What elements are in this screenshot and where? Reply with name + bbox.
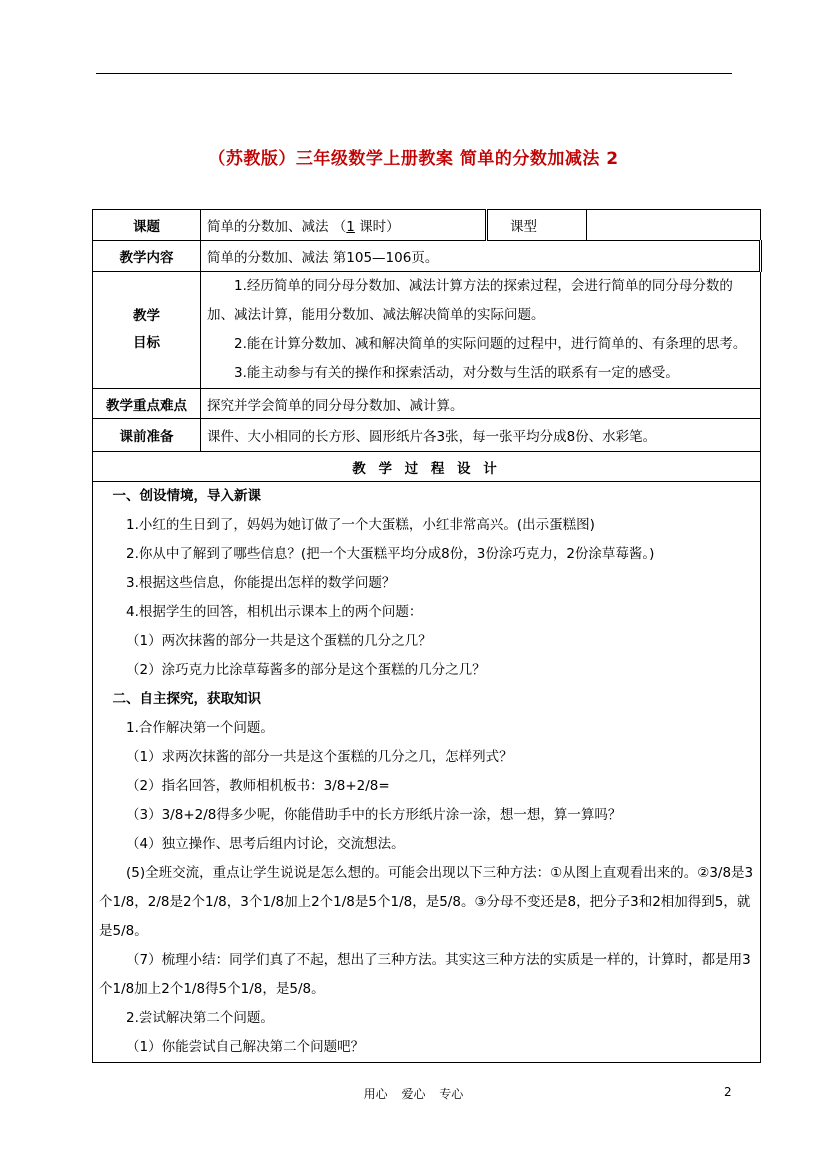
prep-row [93, 419, 761, 452]
keypoints-row [93, 389, 761, 419]
lesson-plan-table [92, 209, 762, 1063]
topic-value-prefix: 简单的分数加、减法 （ [207, 219, 347, 235]
process-header-row [93, 452, 761, 482]
paragraph: （1）你能尝试自己解决第二个问题吧？ [126, 1039, 365, 1055]
topic-row [93, 210, 761, 241]
topic-hours: 1 [346, 219, 355, 235]
paragraph: 2.尝试解决第二个问题。 [126, 1010, 274, 1026]
process-row [93, 482, 761, 1063]
paragraph: （2）涂巧克力比涂草莓酱多的部分是这个蛋糕的几分之几？ [126, 662, 486, 678]
goal-item: 1.经历简单的同分母分数加、减法计算方法的探索过程，会进行简单的同分母分数的加、减法计算，能用分数加、减法解决简单的实际问题。 [207, 278, 733, 323]
paragraph: (5)全班交流，重点让学生说说是怎么想的。可能会出现以下三种方法：①从图上直观看出来的。②3/8是3个1/8，2/8是2个1/8，3个1/8加上2个1/8是5个1/8，是5/8。③分母不变还是8，把分子3和2相加得到5，就是5/8。 [99, 865, 754, 939]
goal-item: 3.能主动参与有关的操作和探索活动，对分数与生活的联系有一定的感受。 [234, 365, 679, 381]
paragraph: （1）两次抹酱的部分一共是这个蛋糕的几分之几？ [126, 633, 432, 649]
page-number: 2 [724, 1085, 732, 1099]
process-body [93, 482, 761, 1063]
keypoints-value: 探究并学会简单的同分母分数加、减计算。 [201, 389, 761, 419]
page-title: （苏教版）三年级数学上册教案 简单的分数加减法 2 [208, 149, 619, 169]
goals-label-line1: 教学 [133, 308, 160, 324]
topic-label: 课题 [93, 210, 201, 241]
type-value [587, 210, 761, 241]
goal-item: 2.能在计算分数加、减和解决简单的实际问题的过程中，进行简单的、有条理的思考。 [234, 336, 747, 352]
topic-value-suffix: 课时） [359, 219, 400, 235]
section-heading: 二、自主探究，获取知识 [112, 691, 261, 707]
paragraph: （1）求两次抹酱的部分一共是这个蛋糕的几分之几，怎样列式？ [126, 749, 513, 765]
goals-label [93, 272, 201, 389]
paragraph: 2.你从中了解到了哪些信息？(把一个大蛋糕平均分成8份，3份涂巧克力，2份涂草莓酱。) [126, 546, 655, 562]
section-heading: 一、创设情境，导入新课 [112, 488, 261, 504]
goals-text [201, 272, 761, 389]
process-header: 教 学 过 程 设 计 [93, 452, 761, 482]
footer-motto: 用心 爱心 专心 [363, 1087, 464, 1101]
paragraph: （3）3/8+2/8得多少呢，你能借助手中的长方形纸片涂一涂，想一想，算一算吗？ [126, 807, 622, 823]
paragraph: 3.根据这些信息，你能提出怎样的数学问题？ [126, 575, 396, 591]
paragraph: （2）指名回答，教师相机板书：3/8+2/8= [126, 778, 390, 794]
goals-row [93, 272, 761, 389]
goals-label-line2: 目标 [133, 335, 160, 351]
topic-value [201, 210, 487, 241]
content-label: 教学内容 [93, 241, 201, 272]
content-value: 简单的分数加、减法 第105—106页。 [201, 241, 761, 272]
prep-label: 课前准备 [93, 419, 201, 452]
content-row [93, 241, 761, 272]
paragraph: 1.小红的生日到了，妈妈为她订做了一个大蛋糕，小红非常高兴。(出示蛋糕图) [126, 517, 595, 533]
paragraph: （7）梳理小结：同学们真了不起，想出了三种方法。其实这三种方法的实质是一样的，计算时，都是用3个1/8加上2个1/8得5个1/8，是5/8。 [99, 952, 751, 997]
type-label: 课型 [487, 210, 587, 241]
paragraph: 4.根据学生的回答，相机出示课本上的两个问题： [126, 604, 423, 620]
keypoints-label: 教学重点难点 [93, 389, 201, 419]
prep-value: 课件、大小相同的长方形、圆形纸片各3张，每一张平均分成8份、水彩笔。 [201, 419, 761, 452]
paragraph: 1.合作解决第一个问题。 [126, 720, 274, 736]
paragraph: （4）独立操作、思考后组内讨论，交流想法。 [126, 836, 405, 852]
header-rule [96, 73, 732, 74]
